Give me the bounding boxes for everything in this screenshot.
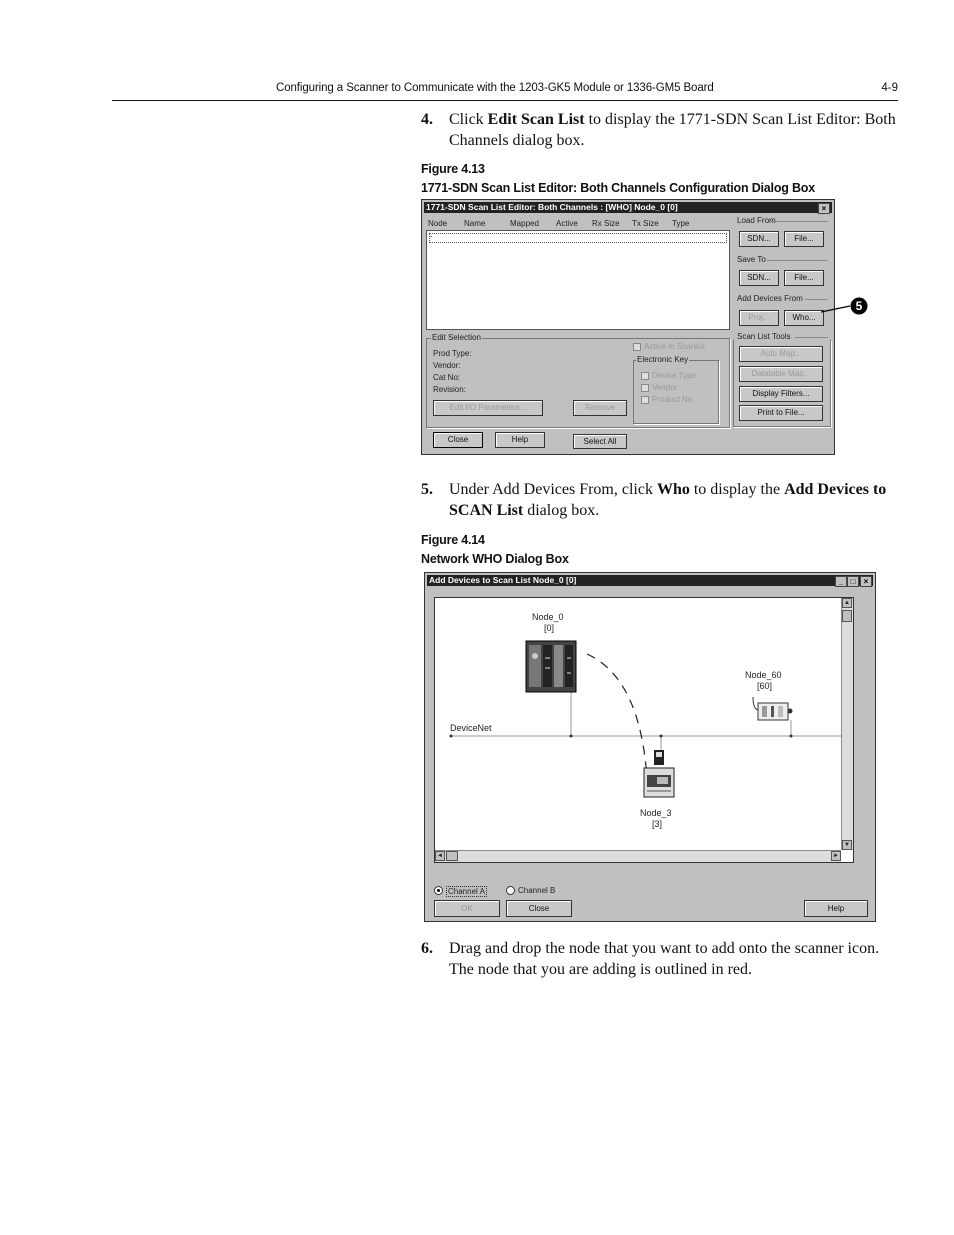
active-in-scanlist-checkbox[interactable]	[633, 343, 641, 351]
scroll-left-icon[interactable]: ◄	[435, 851, 445, 861]
channel-a-label: Channel A	[448, 887, 485, 896]
print-to-file-button[interactable]: Print to File...	[739, 405, 823, 421]
device-type-label: Device Type	[652, 371, 696, 380]
callout	[800, 296, 872, 320]
step-text: to display the	[689, 481, 785, 498]
channel-b-label: Channel B	[518, 886, 556, 895]
prod-type-label: Prod Type:	[433, 349, 472, 358]
scanner-rack-icon[interactable]	[526, 641, 576, 692]
active-in-scanlist-label: Active In Scanlist	[644, 342, 705, 351]
network-diagram	[435, 598, 853, 862]
node-60-address: [60]	[757, 681, 773, 691]
close-icon[interactable]: ×	[860, 576, 872, 587]
figure-4-13-caption	[421, 160, 815, 198]
step-number: 5.	[421, 481, 433, 498]
col-rx-size[interactable]: Rx Size	[592, 219, 620, 228]
step-text: Under Add Devices From, click	[449, 481, 657, 498]
save-file-button[interactable]: File...	[784, 270, 824, 286]
minimize-icon[interactable]: _	[835, 576, 847, 587]
scan-list-tools-label: Scan List Tools	[737, 332, 791, 341]
load-sdn-button[interactable]: SDN...	[739, 231, 779, 247]
edit-io-parameters-button[interactable]: Edit I/O Parameters...	[433, 400, 543, 416]
step-number: 4.	[421, 111, 433, 128]
cat-no-label: Cat No:	[433, 373, 461, 382]
col-node[interactable]: Node	[428, 219, 448, 228]
electronic-key-group	[633, 355, 719, 424]
node-3-name: Node_3	[640, 808, 672, 818]
datatable-map-button[interactable]: Datatable Map...	[739, 366, 823, 382]
scroll-thumb[interactable]	[842, 610, 852, 622]
help-button[interactable]: Help	[495, 432, 545, 448]
channel-b-radio[interactable]	[506, 886, 515, 895]
col-type[interactable]: Type	[672, 219, 690, 228]
figure-title: 1771-SDN Scan List Editor: Both Channels Configuration Dialog Box	[421, 181, 815, 195]
scroll-up-icon[interactable]: ▲	[842, 598, 852, 608]
scroll-thumb[interactable]	[446, 851, 458, 861]
vertical-scrollbar[interactable]	[841, 598, 853, 850]
scroll-down-icon[interactable]: ▼	[842, 840, 852, 850]
display-filters-button[interactable]: Display Filters...	[739, 386, 823, 402]
dialog-title: Add Devices to Scan List Node_0 [0]	[429, 575, 577, 585]
select-all-button[interactable]: Select All	[573, 434, 627, 449]
product-no-checkbox[interactable]	[641, 396, 649, 404]
interface-module-icon[interactable]	[644, 750, 674, 797]
vendor-checkbox[interactable]	[641, 384, 649, 392]
step-number: 6.	[421, 940, 433, 957]
figure-4-14-caption	[421, 531, 569, 569]
ok-button[interactable]: OK	[434, 900, 500, 917]
vendor-checkbox-label: Vendor	[652, 383, 678, 392]
step-text: to display the 1771-SDN Scan List Editor: Both Channels dialog box.	[449, 111, 896, 149]
header-title: Configuring a Scanner to Communicate with the 1203-GK5 Module or 1336-GM5 Board	[276, 82, 714, 94]
step-4	[421, 110, 899, 151]
maximize-icon[interactable]: □	[847, 576, 859, 587]
scan-list-box[interactable]	[426, 230, 730, 330]
electronic-key-label: Electronic Key	[637, 355, 689, 364]
device-type-checkbox[interactable]	[641, 372, 649, 380]
add-devices-from-label: Add Devices From	[737, 294, 803, 303]
figure-number: Figure 4.14	[421, 533, 485, 547]
help-button[interactable]: Help	[804, 900, 868, 917]
col-name[interactable]: Name	[464, 219, 486, 228]
close-icon[interactable]: ×	[818, 203, 830, 214]
who-button[interactable]: Who...	[784, 310, 824, 326]
divider	[767, 260, 828, 261]
save-sdn-button[interactable]: SDN...	[739, 270, 779, 286]
step-bold: Edit Scan List	[487, 111, 585, 128]
edit-selection-label: Edit Selection	[432, 333, 481, 342]
load-file-button[interactable]: File...	[784, 231, 824, 247]
step-text: Click	[449, 111, 488, 128]
revision-label: Revision:	[433, 385, 466, 394]
scroll-right-icon[interactable]: ►	[831, 851, 841, 861]
col-mapped[interactable]: Mapped	[510, 219, 539, 228]
step-bold: Add Devices to SCAN List	[449, 481, 887, 519]
figure-number: Figure 4.13	[421, 162, 485, 176]
col-tx-size[interactable]: Tx Size	[632, 219, 659, 228]
page-header	[112, 80, 898, 101]
callout-number: 5	[855, 299, 863, 313]
proj-button[interactable]: Proj...	[739, 310, 779, 326]
vendor-label: Vendor:	[433, 361, 461, 370]
col-active[interactable]: Active	[556, 219, 578, 228]
step-text: dialog box.	[523, 501, 600, 519]
divider	[770, 221, 828, 222]
dialog-title: 1771-SDN Scan List Editor: Both Channels : [WHO] Node_0 [0]	[426, 202, 678, 212]
auto-map-button[interactable]: Auto Map...	[739, 346, 823, 362]
figure-title: Network WHO Dialog Box	[421, 552, 569, 566]
node-0-address: [0]	[544, 623, 555, 633]
step-6	[421, 939, 899, 980]
remove-button[interactable]: Remove	[573, 400, 627, 416]
add-devices-dialog	[424, 572, 876, 922]
network-canvas[interactable]	[434, 597, 854, 863]
step-bold: Who	[656, 481, 690, 498]
scan-list-editor-dialog	[421, 199, 835, 455]
devicenet-label: DeviceNet	[450, 723, 492, 733]
page-number: 4-9	[881, 82, 898, 94]
dialog-title-bar	[427, 575, 873, 586]
horizontal-scrollbar[interactable]	[435, 850, 841, 862]
channel-a-radio[interactable]	[434, 886, 443, 895]
list-item[interactable]: -	[429, 233, 727, 243]
close-button[interactable]: Close	[433, 432, 483, 448]
load-from-label: Load From	[737, 216, 776, 225]
step-text: Drag and drop the node that you want to add onto the scanner icon. The node that you are adding is outlined in red.	[449, 940, 880, 978]
node-0-name: Node_0	[532, 612, 564, 622]
node-60-name: Node_60	[745, 670, 782, 680]
close-button[interactable]: Close	[506, 900, 572, 917]
dialog-title-bar	[424, 202, 832, 213]
divider	[795, 337, 828, 338]
drive-module-icon[interactable]	[753, 697, 793, 720]
node-3-address: [3]	[652, 819, 663, 829]
save-to-label: Save To	[737, 255, 766, 264]
step-5	[421, 480, 899, 521]
product-no-label: Product No.	[652, 395, 695, 404]
